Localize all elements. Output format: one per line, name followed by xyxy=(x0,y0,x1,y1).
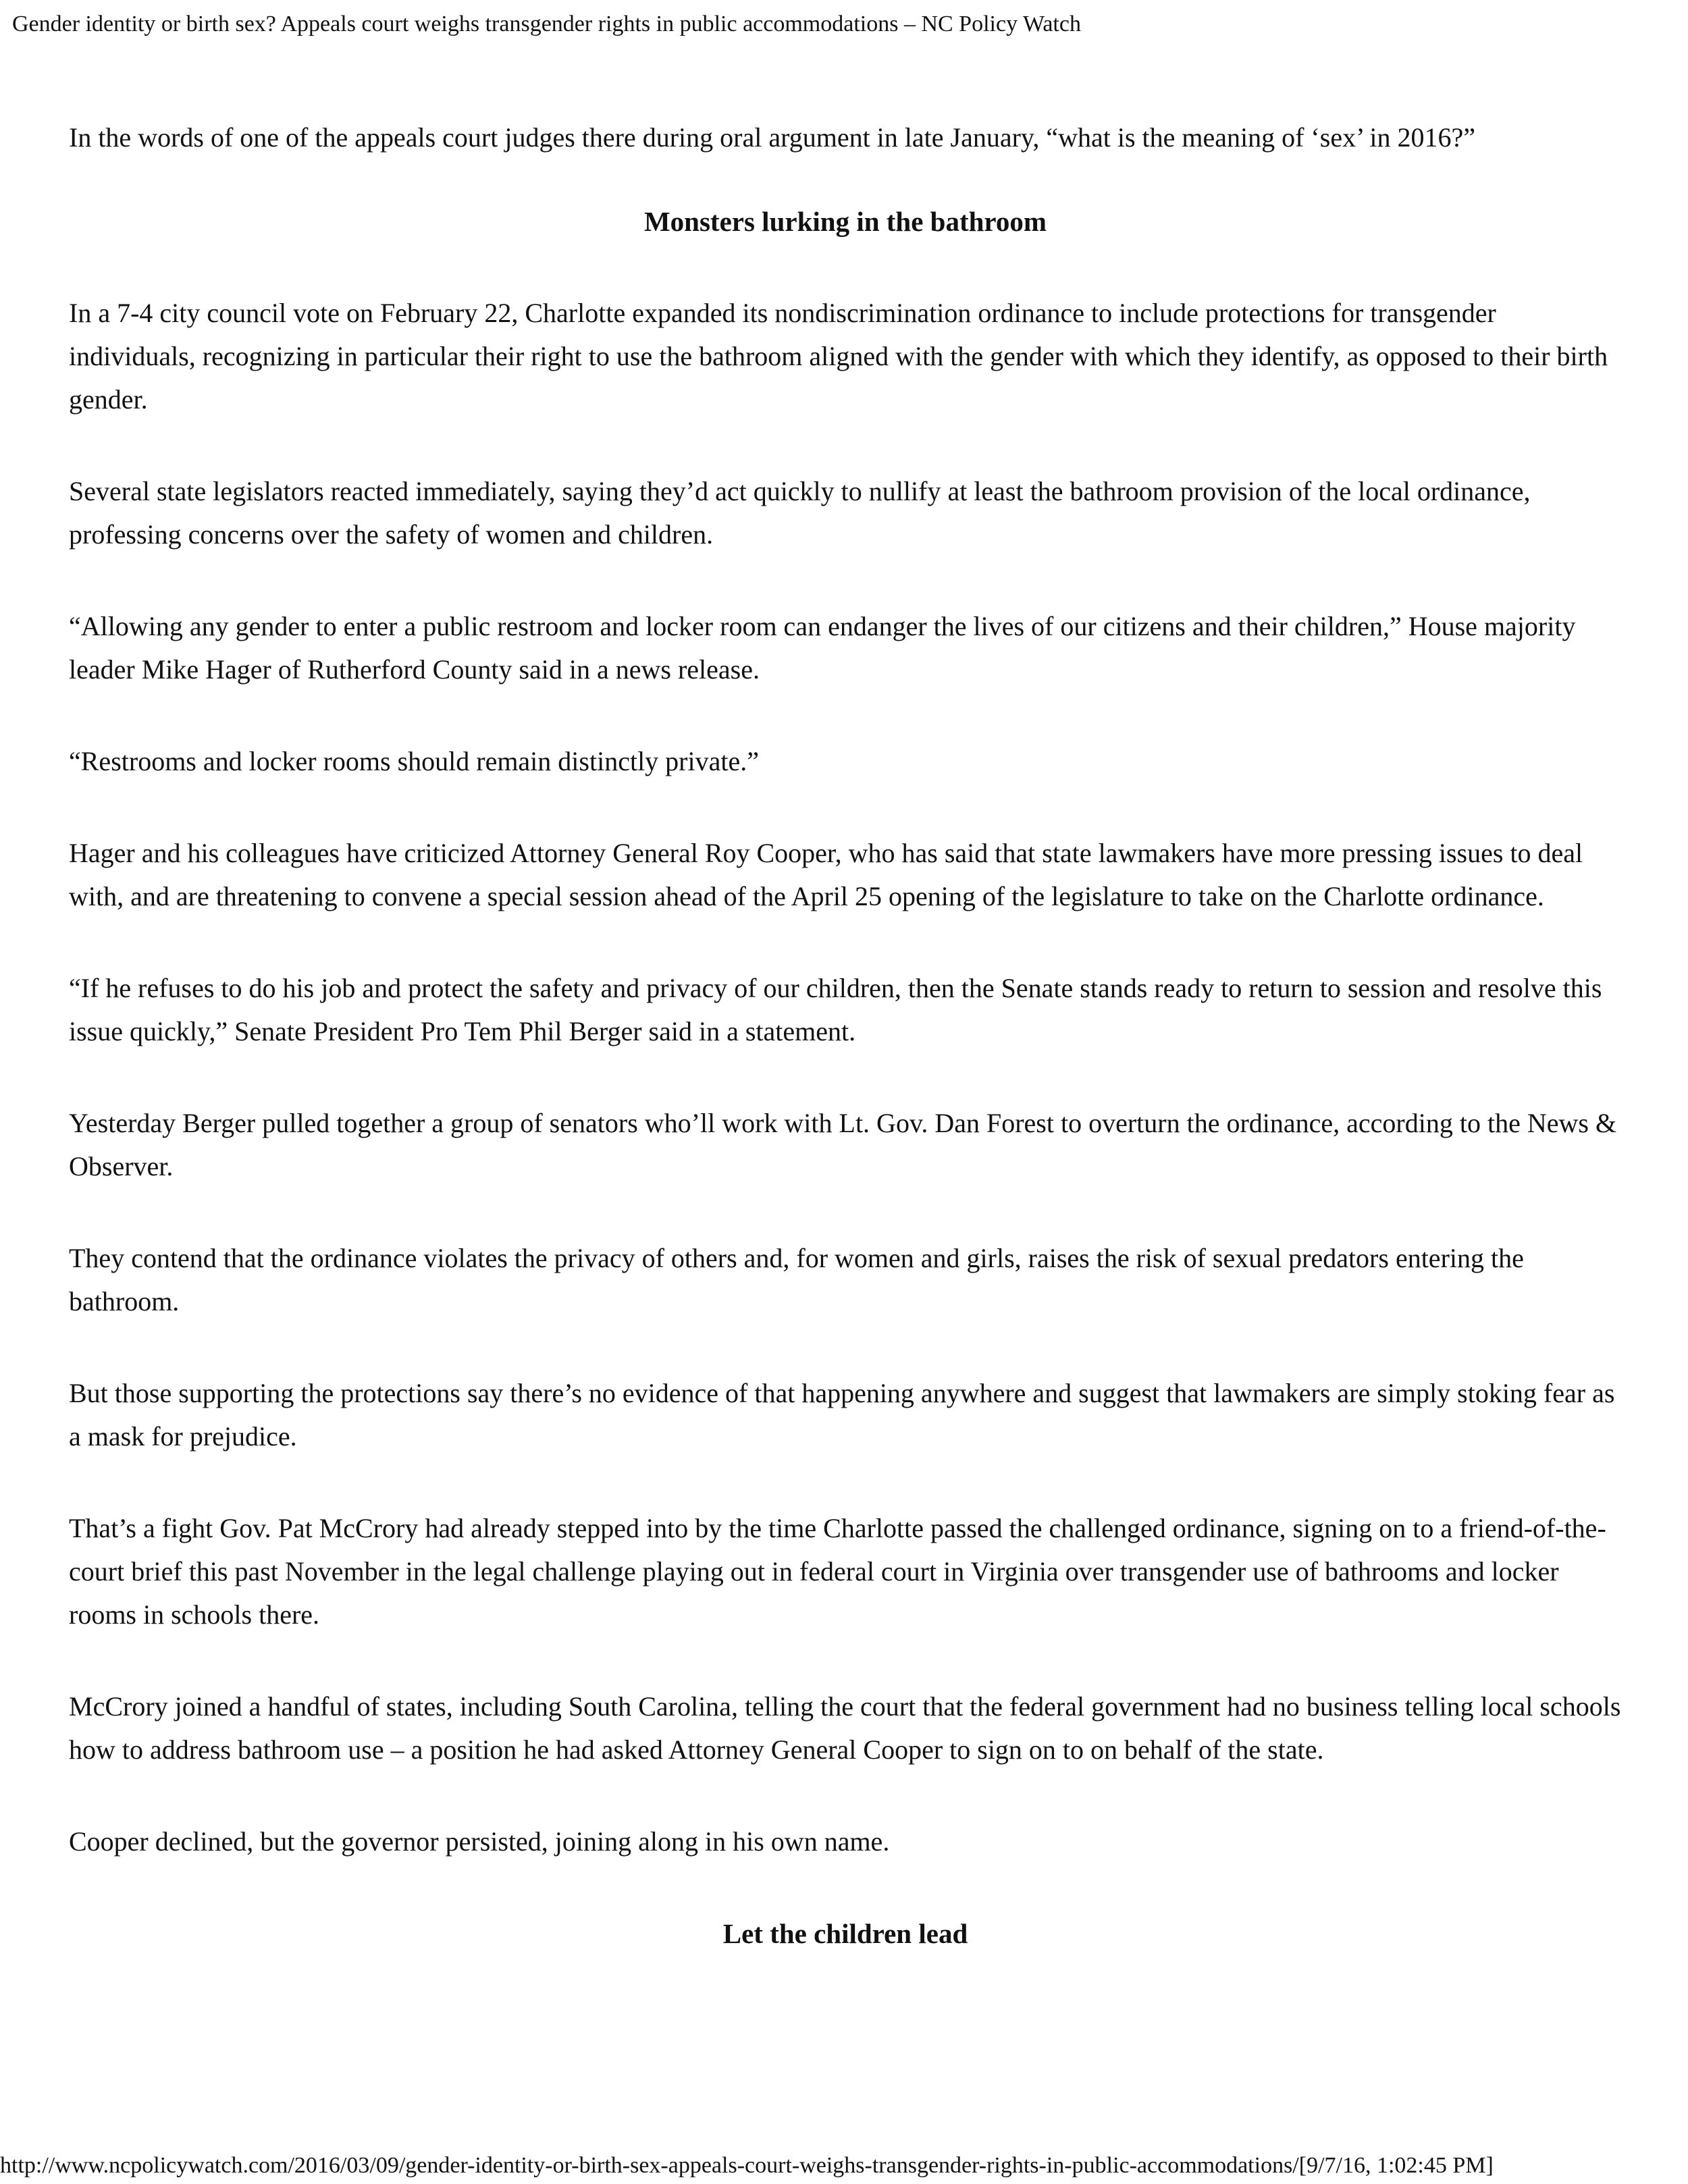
article-paragraph: Hager and his colleagues have criticized Attorney General Roy Cooper, who has said that state lawmakers have more pressing issues to deal with, and are threatening to convene a special session ahead of the April 25 opening of the legislature to take on the Charlotte ordinance. xyxy=(69,838,1583,911)
page-footer-url: http://www.ncpolicywatch.com/2016/03/09/gender-identity-or-birth-sex-appeals-court-weighs-transgender-rights-in-public-accommodations/[9/7/16, 1:02:45 PM] xyxy=(0,2153,1494,2178)
article-paragraph: “Allowing any gender to enter a public restroom and locker room can endanger the lives of our citizens and their children,” House majority leader Mike Hager of Rutherford County said in a news release. xyxy=(69,611,1576,685)
section-heading: Monsters lurking in the bathroom xyxy=(643,206,1047,237)
article-paragraph: “If he refuses to do his job and protect the safety and privacy of our children, then the Senate stands ready to return to session and resolve this issue quickly,” Senate President Pro Tem Phil Berger said in a statement. xyxy=(69,973,1602,1046)
article-paragraph: That’s a fight Gov. Pat McCrory had already stepped into by the time Charlotte passed the challenged ordinance, signing on to a friend-of-the-court brief this past November in the legal challenge playing out in federal court in Virginia over transgender use of bathrooms and locker rooms in schools there. xyxy=(69,1513,1606,1630)
article-body xyxy=(69,116,1622,2004)
page-header-title: Gender identity or birth sex? Appeals court weighs transgender rights in public accommodations – NC Policy Watch xyxy=(12,11,1081,36)
article-paragraph: Cooper declined, but the governor persisted, joining along in his own name. xyxy=(69,1826,890,1857)
article-paragraph: Several state legislators reacted immediately, saying they’d act quickly to nullify at least the bathroom provision of the local ordinance, professing concerns over the safety of women and children. xyxy=(69,476,1531,550)
article-paragraph: McCrory joined a handful of states, including South Carolina, telling the court that the federal government had no business telling local schools how to address bathroom use – a position he had asked Attorney General Cooper to sign on to on behalf of the state. xyxy=(69,1691,1621,1765)
section-heading: Let the children lead xyxy=(722,1918,968,1949)
article-paragraph: In a 7-4 city council vote on February 22, Charlotte expanded its nondiscrimination ordinance to include protections for transgender individuals, recognizing in particular their right to use the bathroom aligned with the gender with which they identify, as opposed to their birth gender. xyxy=(69,298,1608,415)
article-paragraph: Yesterday Berger pulled together a group of senators who’ll work with Lt. Gov. Dan Forest to overturn the ordinance, according to the News & Observer. xyxy=(69,1108,1617,1181)
article-paragraph: They contend that the ordinance violates the privacy of others and, for women and girls, raises the risk of sexual predators entering the bathroom. xyxy=(69,1243,1524,1316)
article-paragraph: In the words of one of the appeals court judges there during oral argument in late January, “what is the meaning of ‘sex’ in 2016?” xyxy=(69,122,1476,153)
article-paragraph: But those supporting the protections say there’s no evidence of that happening anywhere and suggest that lawmakers are simply stoking fear as a mask for prejudice. xyxy=(69,1378,1615,1451)
article-paragraph: “Restrooms and locker rooms should remain distinctly private.” xyxy=(69,746,759,776)
